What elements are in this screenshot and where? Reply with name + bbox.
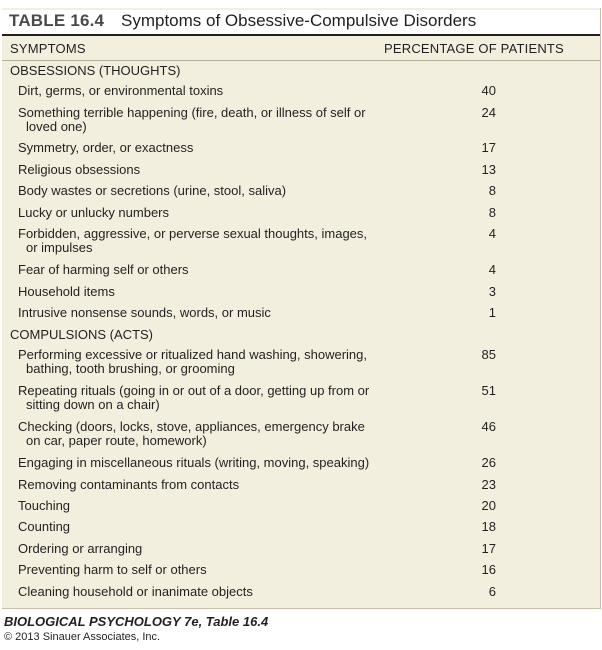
compulsions-section-header: COMPULSIONS (ACTS): [10, 327, 154, 342]
table-reference: , Table 16.4: [198, 614, 269, 629]
symptoms-table: [2, 8, 601, 609]
symptom-text: Household items: [18, 284, 115, 299]
percentage-value: 18: [481, 519, 496, 534]
percentage-value: 85: [481, 347, 496, 362]
table-number: TABLE 16.4: [9, 11, 105, 30]
symptom-text: Touching: [18, 498, 71, 513]
symptom-text: Dirt, germs, or environmental toxins: [18, 83, 224, 98]
symptom-description: [18, 478, 378, 492]
percentage-value: 40: [481, 83, 496, 98]
symptom-description: [18, 227, 378, 255]
symptom-text: Intrusive nonsense sounds, words, or music: [18, 305, 271, 320]
symptom-text: Checking (doors, locks, stove, appliances, emergency brake: [18, 419, 365, 434]
symptom-description: [18, 184, 378, 198]
symptom-description: [18, 306, 378, 320]
percentage-value: 17: [481, 541, 496, 556]
symptom-text-continued: bathing, tooth brushing, or grooming: [26, 361, 235, 376]
symptom-description: [18, 163, 378, 177]
table-caption: Symptoms of Obsessive-Compulsive Disorders: [121, 11, 477, 30]
symptom-description: [18, 520, 378, 534]
symptom-description: [18, 585, 378, 599]
symptom-description: [18, 141, 378, 155]
percentage-value: 1: [488, 305, 496, 320]
percentage-value: 51: [481, 383, 496, 398]
percentage-value: 8: [488, 205, 496, 220]
percentage-value: 26: [481, 455, 496, 470]
symptom-text-continued: sitting down on a chair): [26, 397, 160, 412]
symptom-description: [18, 285, 378, 299]
column-header-row: [2, 38, 600, 61]
percentage-value: 13: [481, 162, 496, 177]
symptom-text: Repeating rituals (going in or out of a door, getting up from or: [18, 383, 370, 398]
table-title-bar: [2, 10, 600, 36]
percentage-value: 20: [481, 498, 496, 513]
symptom-text: Ordering or arranging: [18, 541, 143, 556]
symptom-description: [18, 106, 378, 134]
symptom-description: [18, 384, 378, 412]
symptom-text: Forbidden, aggressive, or perverse sexual thoughts, images,: [18, 226, 368, 241]
percentage-value: 23: [481, 477, 496, 492]
symptom-text-continued: on car, paper route, homework): [26, 433, 207, 448]
symptom-text: Symmetry, order, or exactness: [18, 140, 194, 155]
symptom-description: [18, 456, 378, 470]
percentage-value: 6: [488, 584, 496, 599]
percentage-value: 16: [481, 562, 496, 577]
symptom-text-continued: or impulses: [26, 240, 93, 255]
percentage-value: 4: [488, 262, 496, 277]
percentage-column-header: PERCENTAGE OF PATIENTS: [384, 41, 564, 56]
percentage-value: 4: [488, 226, 496, 241]
symptom-text: Something terrible happening (fire, death, or illness of self or: [18, 105, 366, 120]
symptom-description: [18, 499, 378, 513]
percentage-value: 8: [488, 183, 496, 198]
symptom-text: Cleaning household or inanimate objects: [18, 584, 253, 599]
percentage-value: 24: [481, 105, 496, 120]
percentage-value: 3: [488, 284, 496, 299]
symptom-text: Body wastes or secretions (urine, stool, saliva): [18, 183, 287, 198]
source-credit: [4, 614, 268, 629]
symptom-description: [18, 84, 378, 98]
symptom-description: [18, 263, 378, 277]
percentage-value: 17: [481, 140, 496, 155]
symptom-text: Religious obsessions: [18, 162, 141, 177]
percentage-value: 46: [481, 419, 496, 434]
symptom-text: Fear of harming self or others: [18, 262, 189, 277]
symptom-description: [18, 563, 378, 577]
symptom-description: [18, 420, 378, 448]
symptom-text: Removing contaminants from contacts: [18, 477, 240, 492]
symptom-text: Counting: [18, 519, 71, 534]
symptom-text: Performing excessive or ritualized hand washing, showering,: [18, 347, 368, 362]
obsessions-section-header: OBSESSIONS (THOUGHTS): [10, 63, 181, 78]
symptom-text: Lucky or unlucky numbers: [18, 205, 170, 220]
symptom-description: [18, 542, 378, 556]
symptom-description: [18, 348, 378, 376]
symptom-text: Preventing harm to self or others: [18, 562, 207, 577]
copyright-notice: © 2013 Sinauer Associates, Inc.: [4, 631, 161, 643]
symptom-text: Engaging in miscellaneous rituals (writing, moving, speaking): [18, 455, 370, 470]
symptom-text-continued: loved one): [26, 119, 87, 134]
book-title: BIOLOGICAL PSYCHOLOGY 7e: [4, 614, 199, 629]
symptom-description: [18, 206, 378, 220]
symptoms-column-header: SYMPTOMS: [10, 41, 86, 56]
